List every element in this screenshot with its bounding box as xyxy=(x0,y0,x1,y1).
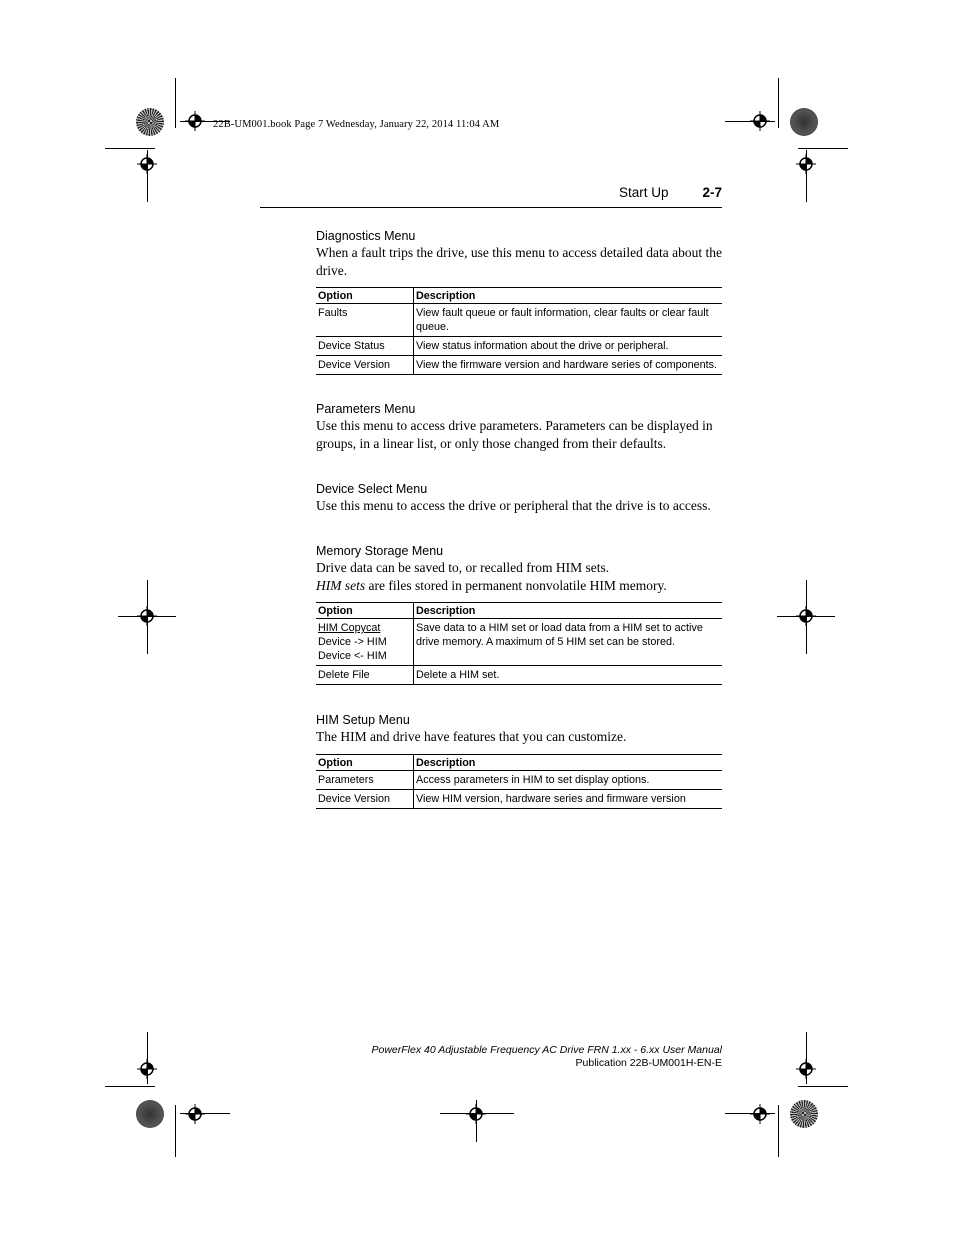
option-cell: Parameters xyxy=(316,771,414,790)
page-number: 2-7 xyxy=(702,185,722,200)
option-cell: Device Status xyxy=(316,337,414,356)
table-row xyxy=(316,790,722,809)
him-setup-table xyxy=(316,754,722,809)
table-row xyxy=(316,304,722,337)
column-header: Option xyxy=(316,755,414,771)
crop-line xyxy=(798,148,848,149)
registration-target-icon xyxy=(796,1059,816,1079)
crop-line xyxy=(798,1086,848,1087)
option-line: Device -> HIM xyxy=(318,636,387,648)
column-header: Description xyxy=(414,755,723,771)
table-row xyxy=(316,771,722,790)
option-line: Device <- HIM xyxy=(318,650,387,662)
description-cell: Access parameters in HIM to set display options. xyxy=(414,771,723,790)
publication-number: Publication 22B-UM001H-EN-E xyxy=(575,1057,722,1069)
option-cell: Faults xyxy=(316,304,414,337)
registration-target-icon xyxy=(796,606,816,626)
section-paragraph: Drive data can be saved to, or recalled from HIM sets. xyxy=(316,560,610,575)
registration-target-icon xyxy=(466,1104,486,1124)
description-cell: Delete a HIM set. xyxy=(414,666,723,685)
section-title: Diagnostics Menu xyxy=(316,229,416,243)
crop-line xyxy=(105,148,155,149)
description-cell: View status information about the drive or peripheral. xyxy=(414,337,723,356)
section-paragraph: The HIM and drive have features that you can customize. xyxy=(316,729,627,744)
memory-storage-table xyxy=(316,602,722,685)
table-header-row xyxy=(316,288,722,304)
section-paragraph: Use this menu to access drive parameters. Parameters can be displayed in groups, in a linear list, or only those changed from their defaults. xyxy=(316,418,713,451)
column-header: Description xyxy=(414,603,723,619)
crop-line xyxy=(175,1105,176,1157)
description-cell: View the firmware version and hardware series of components. xyxy=(414,356,723,375)
diagnostics-table xyxy=(316,287,722,375)
column-header: Option xyxy=(316,288,414,304)
description-cell: View HIM version, hardware series and firmware version xyxy=(414,790,723,809)
option-cell xyxy=(316,619,414,666)
description-cell: Save data to a HIM set or load data from a HIM set to active drive memory. A maximum of 5 HIM set can be stored. xyxy=(414,619,723,666)
him-setup-section xyxy=(316,712,724,746)
column-header: Option xyxy=(316,603,414,619)
section-title: HIM Setup Menu xyxy=(316,713,410,727)
registration-target-icon xyxy=(137,1059,157,1079)
table-header-row xyxy=(316,755,722,771)
registration-target-icon xyxy=(137,606,157,626)
section-paragraph: Use this menu to access the drive or peripheral that the drive is to access. xyxy=(316,498,711,513)
column-header: Description xyxy=(414,288,723,304)
him-sets-term: HIM sets xyxy=(316,578,366,593)
parameters-section xyxy=(316,401,724,453)
section-title: Parameters Menu xyxy=(316,402,416,416)
table-row xyxy=(316,337,722,356)
file-info: 22B-UM001.book Page 7 Wednesday, January 22, 2014 11:04 AM xyxy=(213,119,500,130)
registration-target-icon xyxy=(185,111,205,131)
registration-target-icon xyxy=(750,1104,770,1124)
crop-line xyxy=(105,1086,155,1087)
table-row xyxy=(316,356,722,375)
registration-target-icon xyxy=(137,154,157,174)
color-wheel-icon xyxy=(790,108,818,136)
header-section: Start Up xyxy=(618,185,669,200)
section-paragraph: When a fault trips the drive, use this menu to access detailed data about the drive. xyxy=(316,245,722,278)
option-cell: Device Version xyxy=(316,356,414,375)
page-footer xyxy=(371,1044,722,1070)
description-cell: View fault queue or fault information, clear faults or clear fault queue. xyxy=(414,304,723,337)
color-wheel-icon xyxy=(790,1100,818,1128)
color-wheel-icon xyxy=(136,108,164,136)
registration-target-icon xyxy=(185,1104,205,1124)
registration-target-icon xyxy=(796,154,816,174)
manual-title: PowerFlex 40 Adjustable Frequency AC Drive FRN 1.xx - 6.xx User Manual xyxy=(371,1044,722,1056)
table-row xyxy=(316,619,722,666)
diagnostics-section xyxy=(316,228,724,280)
him-copycat-label: HIM Copycat xyxy=(318,622,381,634)
device-select-section xyxy=(316,481,724,515)
color-wheel-icon xyxy=(136,1100,164,1128)
running-header xyxy=(619,185,722,200)
section-title: Device Select Menu xyxy=(316,482,428,496)
section-title: Memory Storage Menu xyxy=(316,544,444,558)
him-sets-text: are files stored in permanent nonvolatile HIM memory. xyxy=(365,578,667,593)
crop-line xyxy=(778,78,779,128)
header-rule xyxy=(260,207,722,208)
option-cell: Delete File xyxy=(316,666,414,685)
table-row xyxy=(316,666,722,685)
crop-line xyxy=(175,78,176,128)
crop-line xyxy=(778,1105,779,1157)
him-sets-definition xyxy=(316,577,724,595)
registration-target-icon xyxy=(750,111,770,131)
option-cell: Device Version xyxy=(316,790,414,809)
table-header-row xyxy=(316,603,722,619)
memory-storage-section xyxy=(316,543,724,595)
